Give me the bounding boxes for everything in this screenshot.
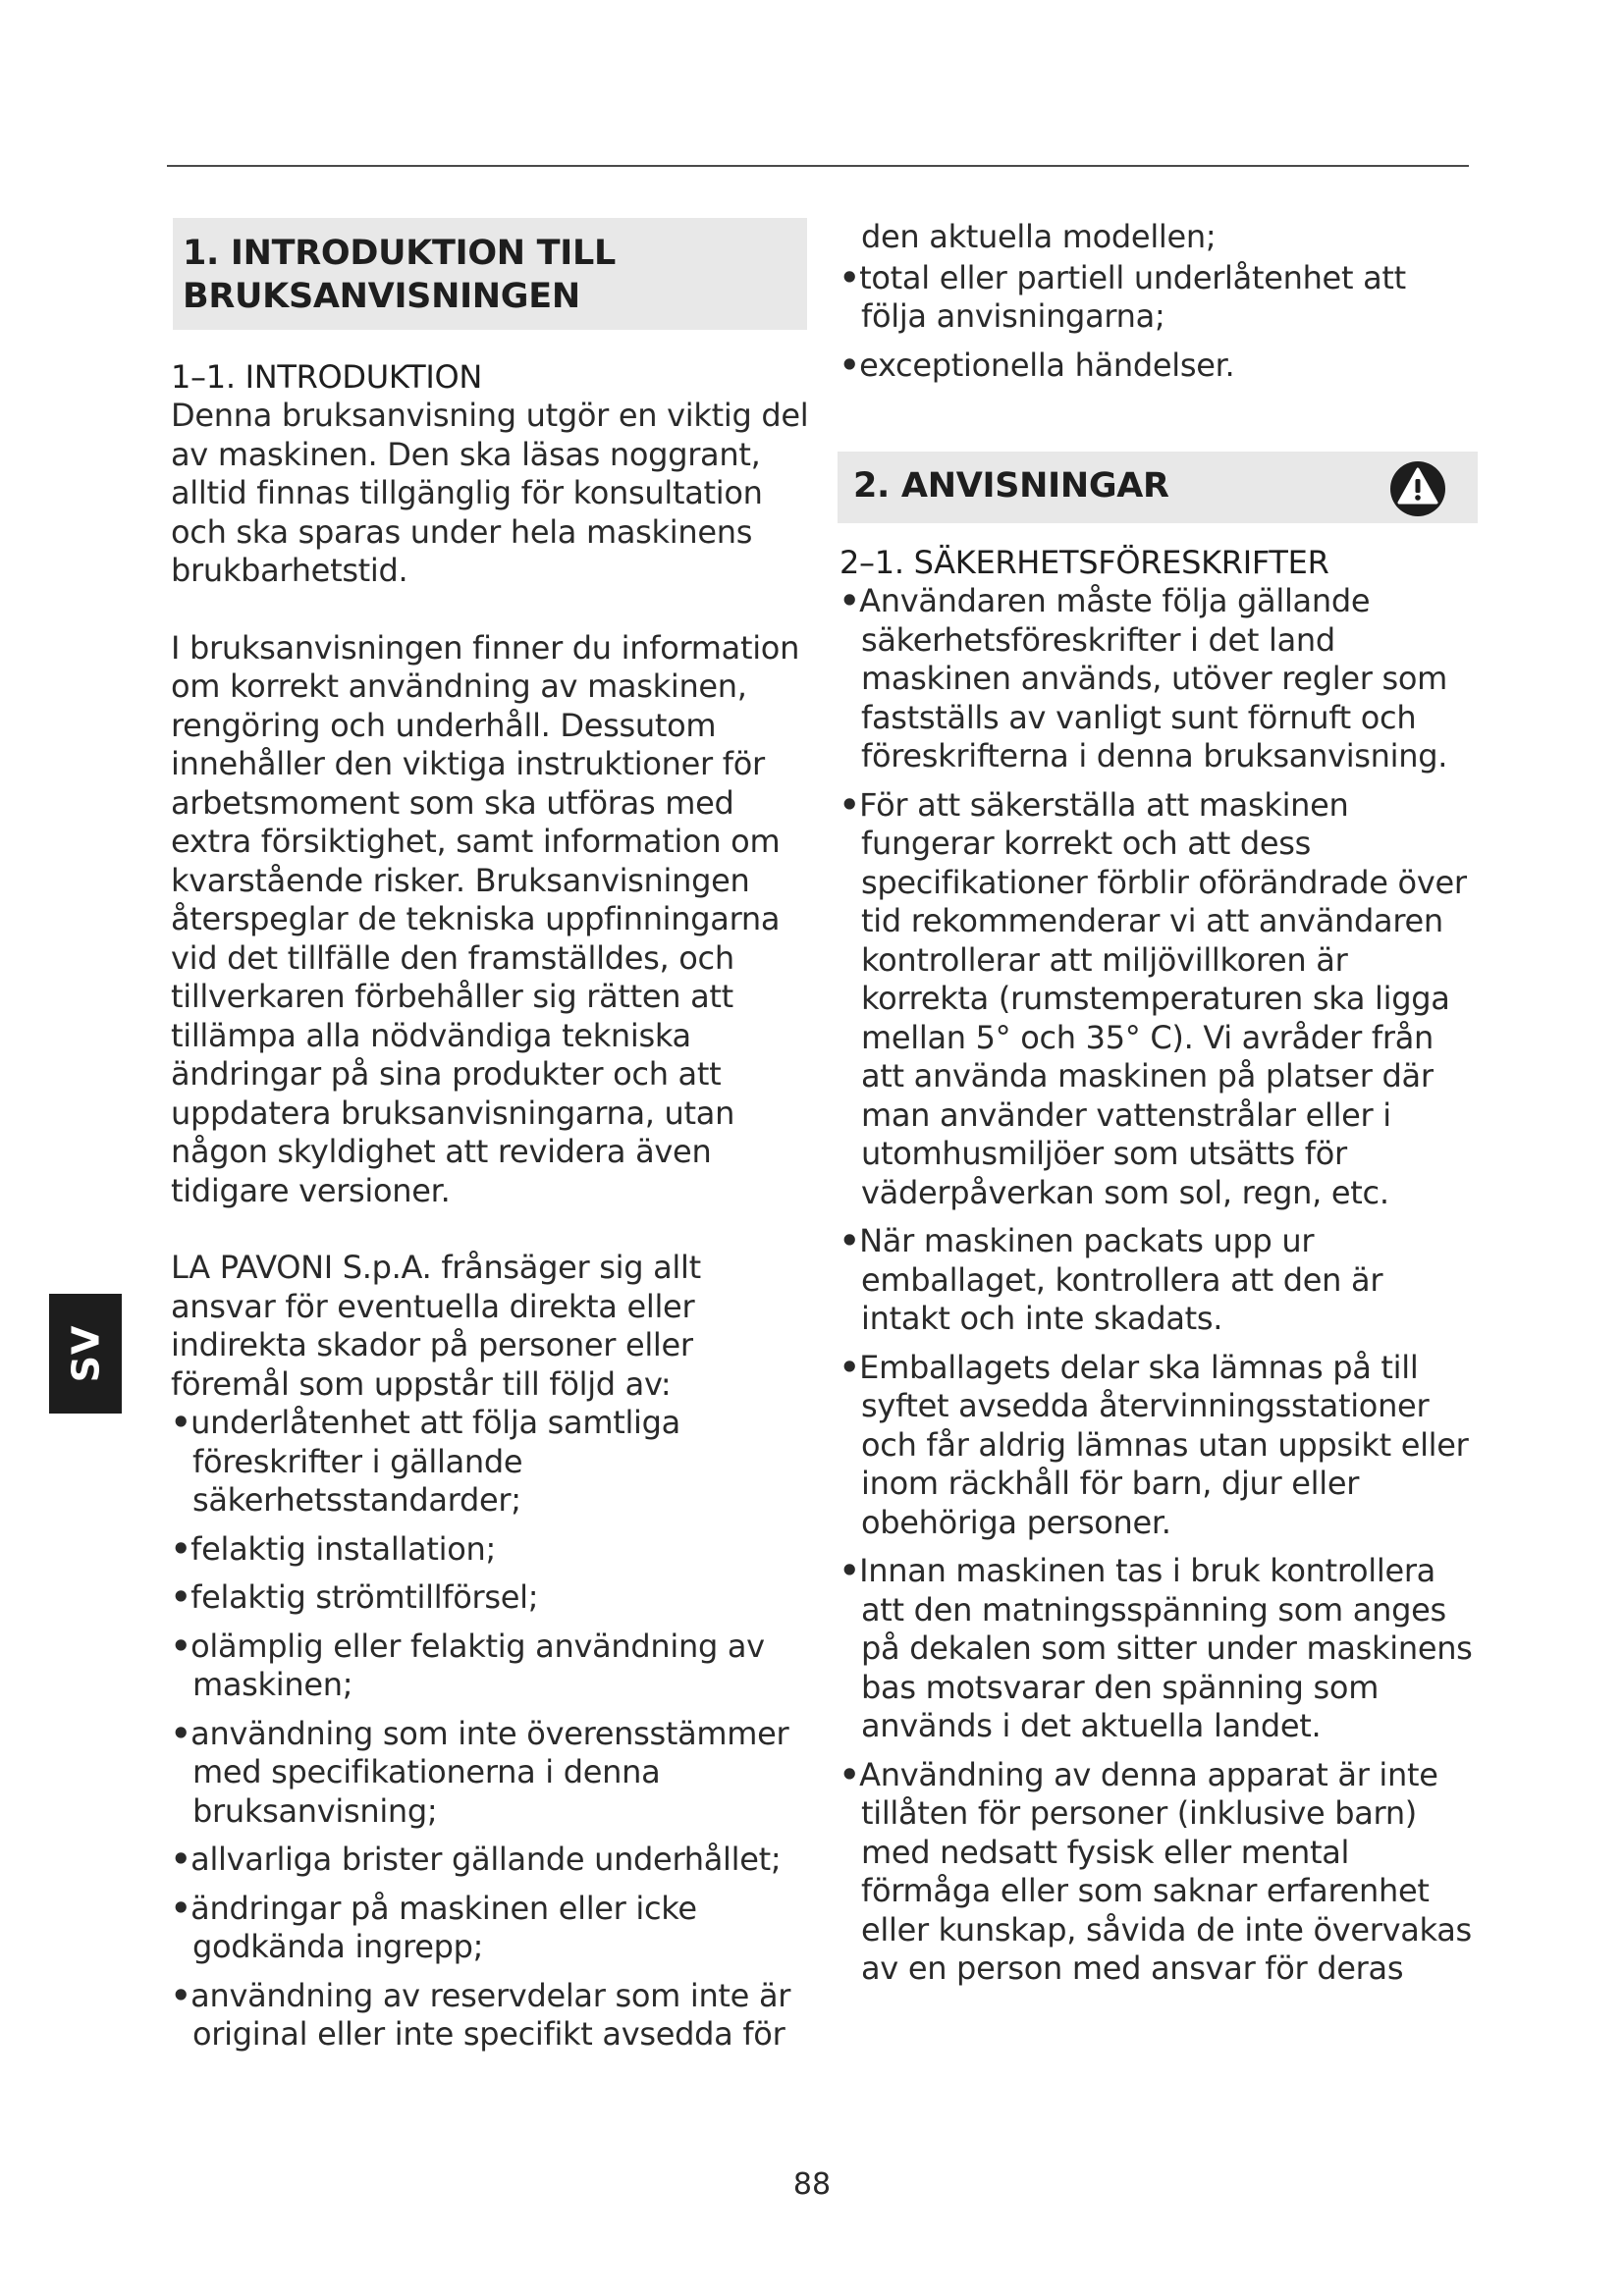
list-item: •felaktig strömtillförsel;	[171, 1578, 539, 1616]
list-item: •exceptionella händelser.	[839, 346, 1235, 384]
language-tab: SV	[49, 1294, 122, 1414]
section-heading-label: 2. ANVISNINGAR	[853, 466, 1169, 506]
continuation-text: den aktuella modellen;	[861, 218, 1217, 255]
liability-list	[171, 1404, 809, 2055]
list-item: •användning av reservdelar som inte är original eller inte specifikt avsedda för	[171, 1976, 791, 2053]
list-item: •total eller partiell underlåtenhet att följa anvisningarna;	[839, 258, 1406, 335]
safety-list	[839, 582, 1478, 1989]
paragraph-liability: LA PAVONI S.p.A. frånsäger sig allt ansvar för eventuella direkta eller indirekta skador på personer eller föremål som uppstår till följd av:	[171, 1249, 701, 1403]
list-item: •Emballagets delar ska lämnas på till syftet avsedda återvinningsstationer och får aldrig lämnas utan uppsikt eller inom räckhåll för barn, djur eller obehöriga personer.	[839, 1348, 1469, 1541]
section-heading-introduction: 1. INTRODUKTION TILL BRUKSANVISNINGEN	[173, 218, 807, 330]
list-item: •ändringar på maskinen eller icke godkända ingrepp;	[171, 1889, 697, 1965]
paragraph-contents: I bruksanvisningen finner du information om korrekt användning av maskinen, rengöring och underhåll. Dessutom innehåller den viktiga instruktioner för arbetsmoment som ska utföras med extra försiktighet, samt information om kvarstående risker. Bruksanvisningen återspeglar de tekniska uppfinningarna vid det tillfälle den framställdes, och tillverkaren förbehåller sig rätten att tillämpa alla nödvändiga tekniska ändringar på sina produkter och att uppdatera bruksanvisningarna, utan någon skyldighet att revidera även tidigare versioner.	[171, 628, 800, 1209]
list-item: •allvarliga brister gällande underhållet;	[171, 1841, 782, 1878]
right-column	[839, 218, 1478, 1989]
list-item: •Användning av denna apparat är inte tillåten för personer (inklusive barn) med nedsatt fysisk eller mental förmåga eller som saknar erfarenhet eller kunskap, såvida de inte övervakas av en person med ansvar för deras	[839, 1755, 1472, 1987]
top-rule	[167, 165, 1469, 167]
section-heading-instructions	[838, 452, 1478, 523]
left-column	[171, 218, 809, 2055]
subsection-heading-safety: 2–1. SÄKERHETSFÖRESKRIFTER	[839, 544, 1329, 581]
list-item: •För att säkerställa att maskinen fungerar korrekt och att dess specifikationer förblir oförändrade över tid rekommenderar vi att användaren kontrollerar att miljövillkoren är korrekta (rumstemperaturen ska ligga mellan 5° och 35° C). Vi avråder från att använda maskinen på platser där man använder vattenstrålar eller i utomhusmiljöer som utsätts för väderpåverkan som sol, regn, etc.	[839, 785, 1467, 1211]
list-item: •underlåtenhet att följa samtliga föreskrifter i gällande säkerhetsstandarder;	[171, 1404, 680, 1519]
warning-triangle-icon	[1387, 459, 1448, 518]
subsection-heading-introduction: 1–1. INTRODUKTION	[171, 358, 482, 396]
paragraph-intro: Denna bruksanvisning utgör en viktig del av maskinen. Den ska läsas noggrant, alltid finnas tillgänglig för konsultation och ska sparas under hela maskinens brukbarhetstid.	[171, 397, 809, 589]
list-item: •När maskinen packats upp ur emballaget, kontrollera att den är intakt och inte skadats.	[839, 1222, 1383, 1337]
page-number: 88	[792, 2167, 832, 2202]
list-item: •Användaren måste följa gällande säkerhetsföreskrifter i det land maskinen används, utöver regler som fastställs av vanligt sunt förnuft och föreskrifterna i denna bruksanvisning.	[839, 582, 1448, 774]
list-item: •användning som inte överensstämmer med specifikationerna i denna bruksanvisning;	[171, 1714, 789, 1830]
list-item: •olämplig eller felaktig användning av maskinen;	[171, 1627, 765, 1703]
list-item: •felaktig installation;	[171, 1529, 496, 1568]
list-item: •Innan maskinen tas i bruk kontrollera att den matningsspänning som anges på dekalen som sitter under maskinens bas motsvarar den spänning som används i det aktuella landet.	[839, 1552, 1473, 1744]
